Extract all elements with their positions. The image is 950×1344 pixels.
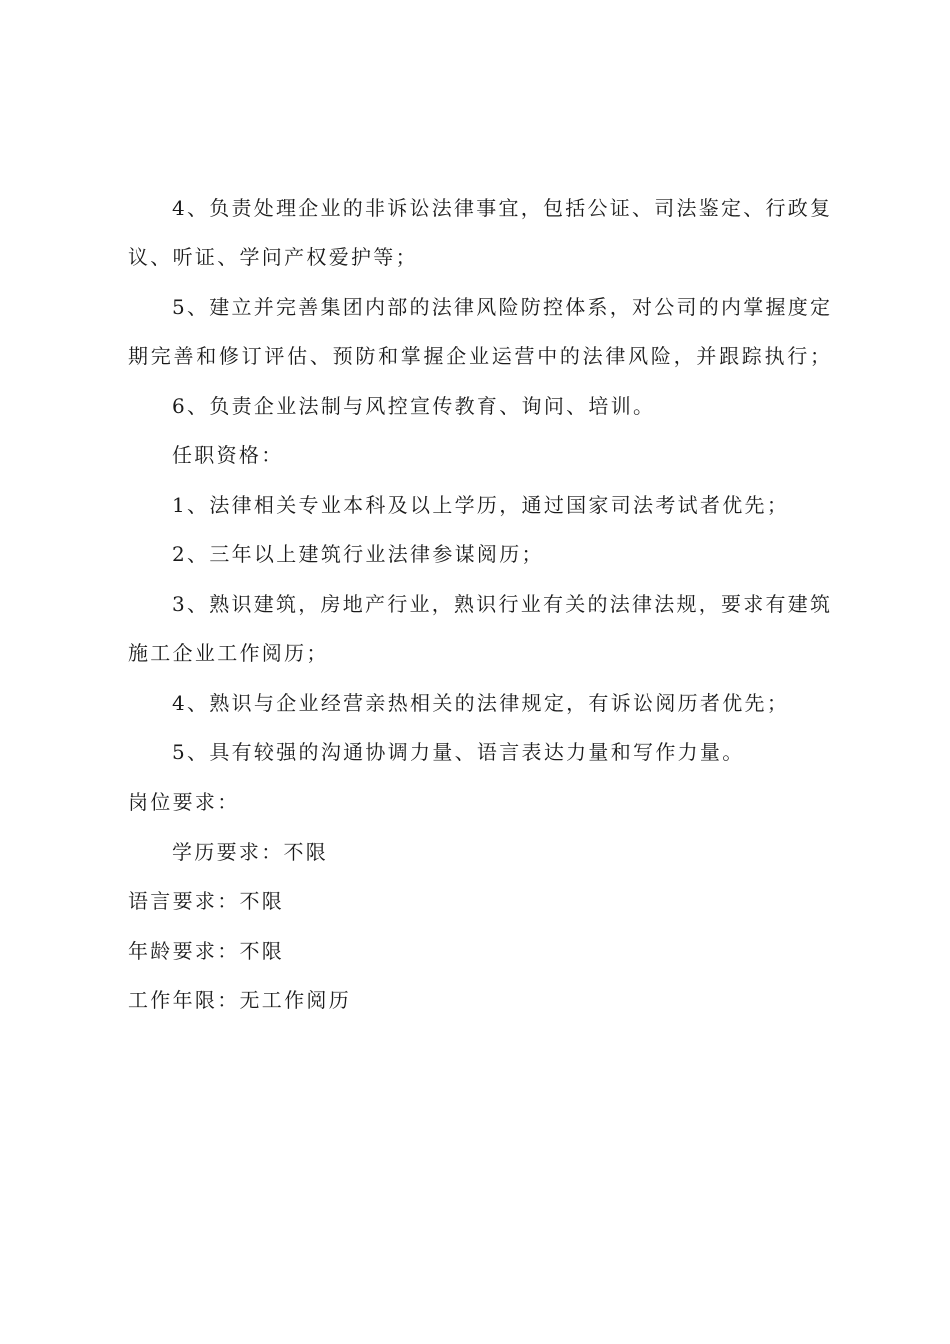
qualification-item-5: 5、具有较强的沟通协调力量、语言表达力量和写作力量。 <box>172 740 745 764</box>
duty-item-5-line-2: 期完善和修订评估、预防和掌握企业运营中的法律风险，并跟踪执行； <box>128 344 830 368</box>
qualifications-heading: 任职资格： <box>172 443 284 467</box>
qualification-item-4: 4、熟识与企业经营亲热相关的法律规定，有诉讼阅历者优先； <box>172 691 790 715</box>
requirements-heading: 岗位要求： <box>128 790 240 814</box>
duty-item-4-line-2: 议、听证、学问产权爱护等； <box>128 245 418 269</box>
language-requirement: 语言要求：不限 <box>128 889 285 913</box>
age-requirement: 年龄要求：不限 <box>128 939 285 963</box>
duty-item-6: 6、负责企业法制与风控宣传教育、询问、培训。 <box>172 394 656 418</box>
experience-requirement: 工作年限：无工作阅历 <box>128 988 351 1012</box>
duty-item-5-line-1: 5、建立并完善集团内部的法律风险防控体系，对公司的内掌握度定 <box>172 295 830 319</box>
qualification-item-2: 2、三年以上建筑行业法律参谋阅历； <box>172 542 544 566</box>
qualification-item-3-line-1: 3、熟识建筑，房地产行业，熟识行业有关的法律法规，要求有建筑 <box>172 592 830 616</box>
education-requirement: 学历要求：不限 <box>172 840 329 864</box>
qualification-item-1: 1、法律相关专业本科及以上学历，通过国家司法考试者优先； <box>172 493 790 517</box>
qualification-item-3-line-2: 施工企业工作阅历； <box>128 641 329 665</box>
duty-item-4-line-1: 4、负责处理企业的非诉讼法律事宜，包括公证、司法鉴定、行政复 <box>172 196 830 220</box>
